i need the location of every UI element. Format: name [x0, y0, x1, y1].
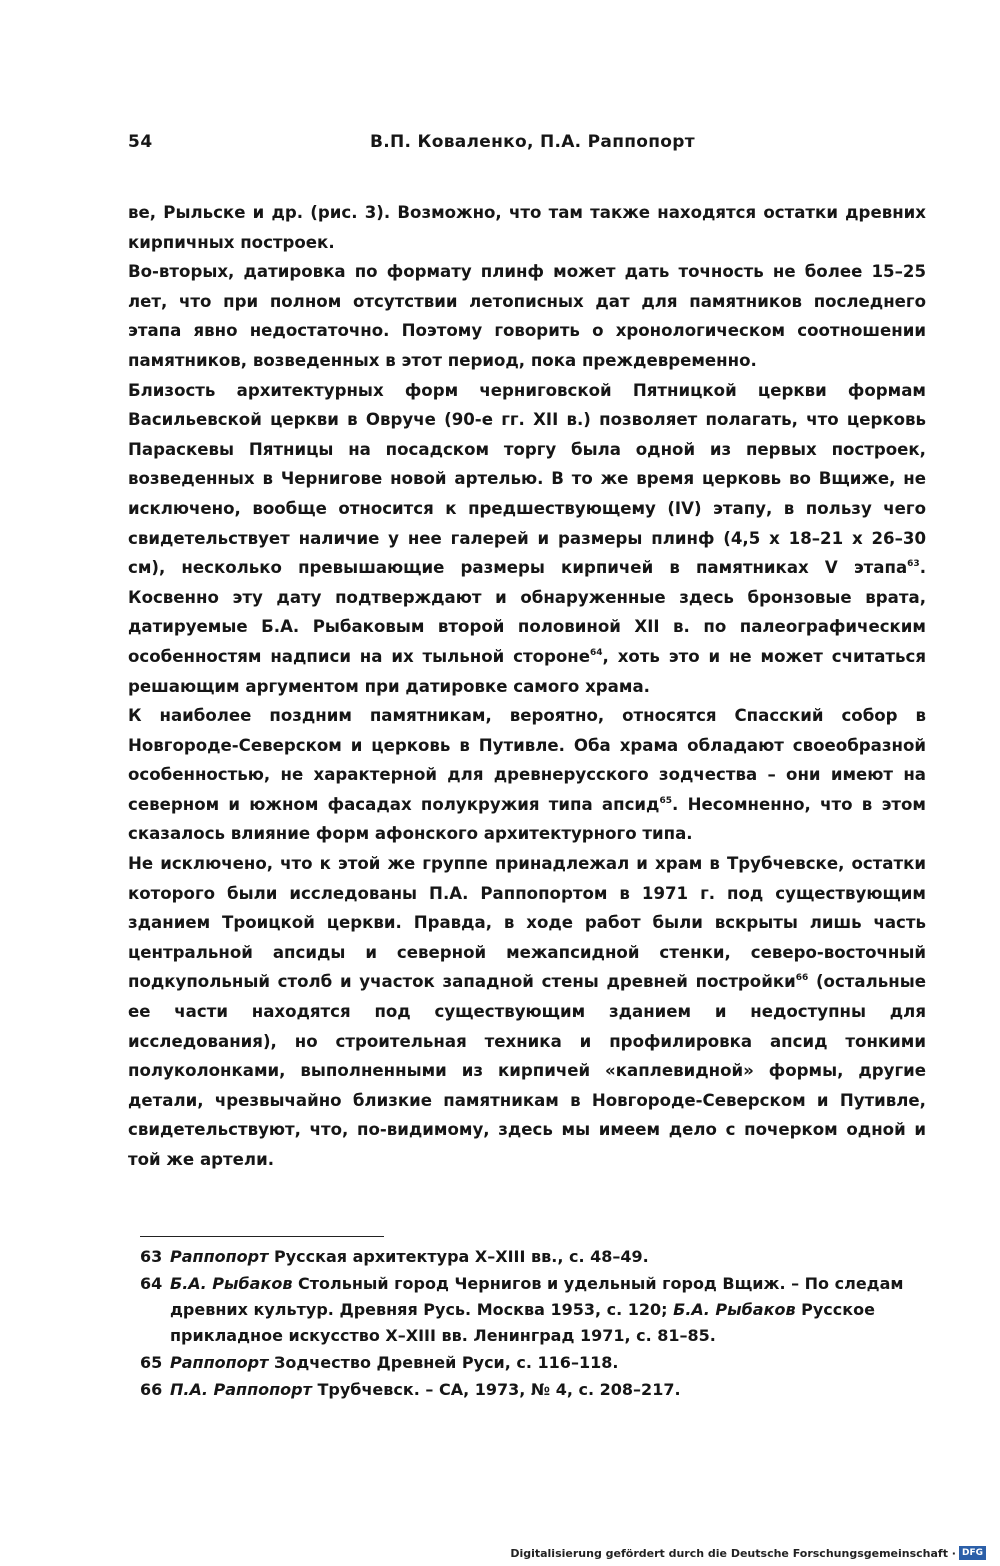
- footnote-author: Раппопорт: [170, 1353, 269, 1372]
- footnote-63: [140, 1244, 930, 1270]
- footnote-number: 63: [140, 1247, 163, 1266]
- paragraph-1: ве, Рыльске и др. (рис. 3). Возможно, что там также находятся остатки древних кирпичных построек.: [128, 203, 926, 252]
- footnote-author: Б.А. Рыбаков: [170, 1274, 293, 1293]
- footnote-ref-63[interactable]: 63: [907, 559, 920, 570]
- paragraph-5-text-b: (остальные ее части находятся под существующим зданием и недоступны для исследования), но строительная техника и профилировка апсид тонкими полуколонками, выполненными из кирпичей «каплевидной» формы, другие детали, чрезвычайно близкие памятникам в Новгороде-Северском и Путивле, свидетельствуют, что, по-видимому, здесь мы имеем дело с почерком одной и той же артели.: [128, 972, 926, 1169]
- footnote-text: Русская архитектура X–XIII вв., с. 48–49.: [268, 1247, 649, 1266]
- footnote-66: [140, 1377, 930, 1403]
- footnote-text: Трубчевск. – СА, 1973, № 4, с. 208–217.: [311, 1380, 681, 1399]
- paragraph-3: [128, 376, 926, 702]
- paragraph-2: Во-вторых, датировка по формату плинф может дать точность не более 15–25 лет, что при полном отсутствии летописных дат для памятников последнего этапа явно недостаточно. Поэтому говорить о хронологическом соотношении памятников, возведенных в этот период, пока преждевременно.: [128, 262, 926, 370]
- footnote-number: 65: [140, 1353, 163, 1372]
- paragraph-3-text-a: Близость архитектурных форм черниговской Пятницкой церкви формам Васильевской церкви в Овруче (90-е гг. XII в.) позволяет полагать, что церковь Параскевы Пятницы на посадском торгу была одной из первых построек, возведенных в Чернигове новой артелью. В то же время церковь во Вщиже, не исключено, вообще относится к предшествующему (IV) этапу, в пользу чего свидетельствует наличие у нее галерей и размеры плинф (4,5 х 18–21 х 26–30 см), несколько превышающие размеры кирпичей в памятниках V этапа: [128, 380, 926, 578]
- footnote-64: [140, 1271, 930, 1349]
- footnote-author: П.А. Раппопорт: [170, 1380, 312, 1399]
- page-number: 54: [128, 132, 153, 152]
- footnote-number: 66: [140, 1380, 163, 1399]
- footnote-ref-66[interactable]: 66: [795, 973, 809, 984]
- footnotes: [140, 1244, 930, 1404]
- paragraph-4-text-b: . Несомненно, что в этом сказалось влияние форм афонского архитектурного типа.: [128, 794, 926, 844]
- paragraph-4: [128, 701, 926, 849]
- footnote-author: Раппопорт: [170, 1247, 269, 1266]
- dfg-logo: DFG: [959, 1546, 986, 1560]
- footnote-text: Стольный город Чернигов и удельный город Вщиж. – По следам древних культур. Древняя Русь. Москва 1953, с. 120;: [170, 1274, 904, 1319]
- footnote-text-2: Русское прикладное искусство X–XIII вв. Ленинград 1971, с. 81–85.: [170, 1300, 875, 1345]
- credit-text: Digitalisierung gefördert durch die Deutsche Forschungsgemeinschaft ·: [510, 1546, 956, 1560]
- footnote-divider: [140, 1236, 384, 1237]
- footnote-number: 64: [140, 1274, 163, 1293]
- running-head: В.П. Коваленко, П.А. Раппопорт: [370, 132, 695, 152]
- paragraph-3-text-b: . Косвенно эту дату подтверждают и обнаруженные здесь бронзовые врата, датируемые Б.А. Рыбаковым второй половиной XII в. по палеографическим особенностям надписи на их тыльной стороне: [128, 558, 926, 666]
- footnote-65: [140, 1350, 930, 1376]
- paragraph-3-text-c: , хоть это и не может считаться решающим аргументом при датировке самого храма.: [128, 646, 927, 696]
- footnote-ref-65[interactable]: 65: [659, 795, 672, 806]
- footnote-text: Зодчество Древней Руси, с. 116–118.: [268, 1353, 619, 1372]
- paragraph-5-text-a: Не исключено, что к этой же группе принадлежал и храм в Трубчевске, остатки которого были исследованы П.А. Раппопортом в 1971 г. под существующим зданием Троицкой церкви. Правда, в ходе работ были вскрыты лишь часть центральной апсиды и северной межапсидной стенки, северо-восточный подкупольный столб и участок западной стены древней постройки: [128, 854, 926, 992]
- body-text: [128, 198, 926, 1175]
- paragraph-4-text-a: К наиболее поздним памятникам, вероятно, относятся Спасский собор в Новгороде-Северском и церковь в Путивле. Оба храма обладают своеобразной особенностью, не характерной для древнерусского зодчества – они имеют на северном и южном фасадах полукружия типа апсид: [128, 706, 926, 814]
- footnote-ref-64[interactable]: 64: [590, 647, 603, 658]
- digitization-credit: [510, 1546, 986, 1560]
- paragraph-5: [128, 849, 926, 1175]
- footnote-author-2: Б.А. Рыбаков: [673, 1300, 796, 1319]
